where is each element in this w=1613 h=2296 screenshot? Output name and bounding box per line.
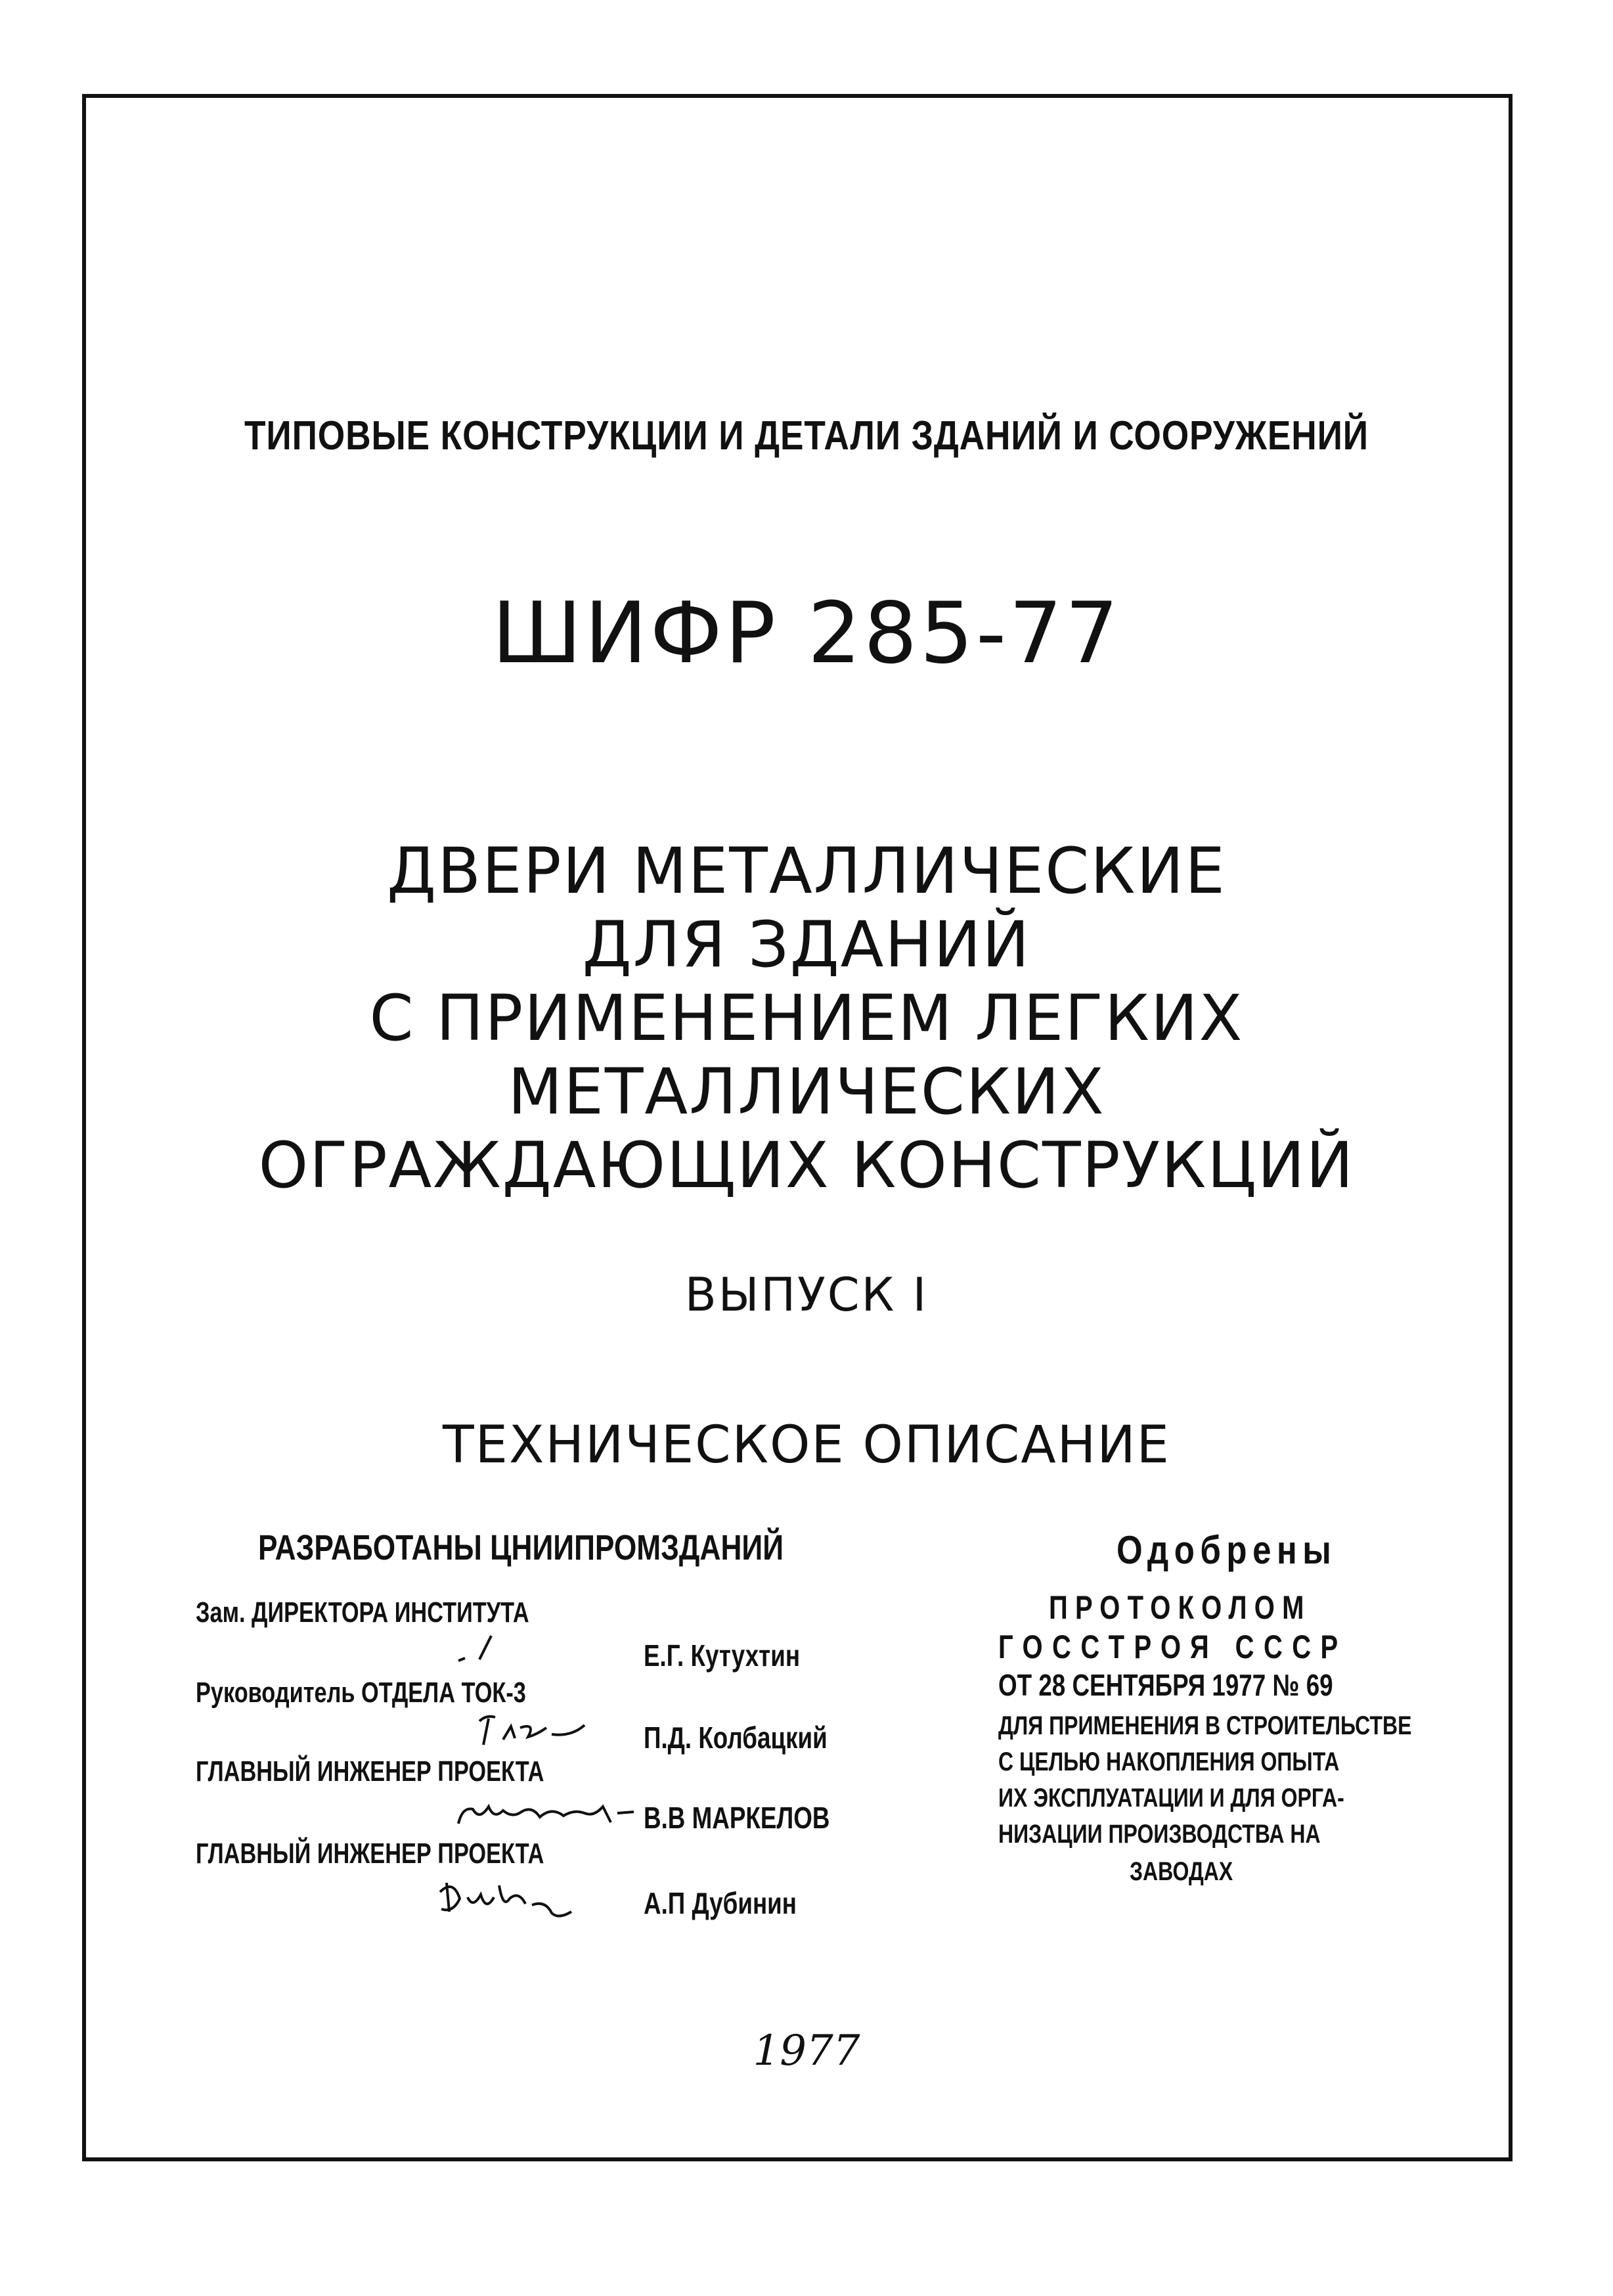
signature-3-image	[453, 1787, 644, 1839]
approval-line-6: ИХ ЭКСПЛУАТАЦИИ И ДЛЯ ОРГА-	[998, 1784, 1344, 1812]
developer-name-4: А.П Дубинин	[644, 1886, 797, 1920]
developer-role-1: Зам. ДИРЕКТОРА ИНСТИТУТА	[196, 1596, 529, 1629]
cipher-code: ШИФР 285-77	[491, 585, 1122, 683]
approval-line-3: ОТ 28 СЕНТЯБРЯ 1977 № 69	[998, 1668, 1333, 1702]
approval-line-2: ГОССТРОЯ СССР	[998, 1629, 1348, 1665]
document-type: ТЕХНИЧЕСКОЕ ОПИСАНИЕ	[443, 1416, 1170, 1475]
developer-role-4: ГЛАВНЫЙ ИНЖЕНЕР ПРОЕКТА	[196, 1837, 544, 1870]
document-title-line-2: ДЛЯ ЗДАНИЙ	[582, 908, 1031, 981]
developer-name-1: Е.Г. Кутухтин	[644, 1638, 801, 1673]
document-title-line-4: МЕТАЛЛИЧЕСКИХ	[508, 1055, 1105, 1129]
issue-number: ВЫПУСК I	[684, 1268, 929, 1322]
approval-line-1: ПРОТОКОЛОМ	[1049, 1589, 1312, 1626]
developer-role-2: Руководитель ОТДЕЛА ТОК-3	[196, 1677, 526, 1709]
developer-name-3: В.В МАРКЕЛОВ	[644, 1801, 830, 1835]
developer-name-2: П.Д. Колбацкий	[644, 1721, 828, 1755]
signature-2-image	[473, 1708, 604, 1754]
approval-line-7: НИЗАЦИИ ПРОИЗВОДСТВА НА	[998, 1820, 1321, 1849]
approval-line-5: С ЦЕЛЬЮ НАКОПЛЕНИЯ ОПЫТА	[998, 1747, 1340, 1776]
series-title: ТИПОВЫЕ КОНСТРУКЦИИ И ДЕТАЛИ ЗДАНИЙ И СООРУЖЕНИЙ	[244, 413, 1369, 459]
approval-heading: Одобрены	[1116, 1528, 1337, 1572]
publication-year: 1977	[753, 2027, 860, 2075]
approval-line-4: ДЛЯ ПРИМЕНЕНИЯ В СТРОИТЕЛЬСТВЕ	[998, 1711, 1412, 1740]
developer-role-3: ГЛАВНЫЙ ИНЖЕНЕР ПРОЕКТА	[196, 1755, 544, 1788]
document-title-line-1: ДВЕРИ МЕТАЛЛИЧЕСКИЕ	[387, 834, 1226, 908]
signature-4-image	[433, 1872, 585, 1931]
signature-1-image	[453, 1629, 506, 1669]
document-title-line-3: С ПРИМЕНЕНИЕМ ЛЕГКИХ	[369, 981, 1244, 1055]
document-title-line-5: ОГРАЖДАЮЩИХ КОНСТРУКЦИЙ	[258, 1129, 1355, 1202]
approval-line-8: ЗАВОДАХ	[1130, 1857, 1233, 1886]
developers-heading: РАЗРАБОТАНЫ ЦНИИПРОМЗДАНИЙ	[258, 1528, 784, 1567]
